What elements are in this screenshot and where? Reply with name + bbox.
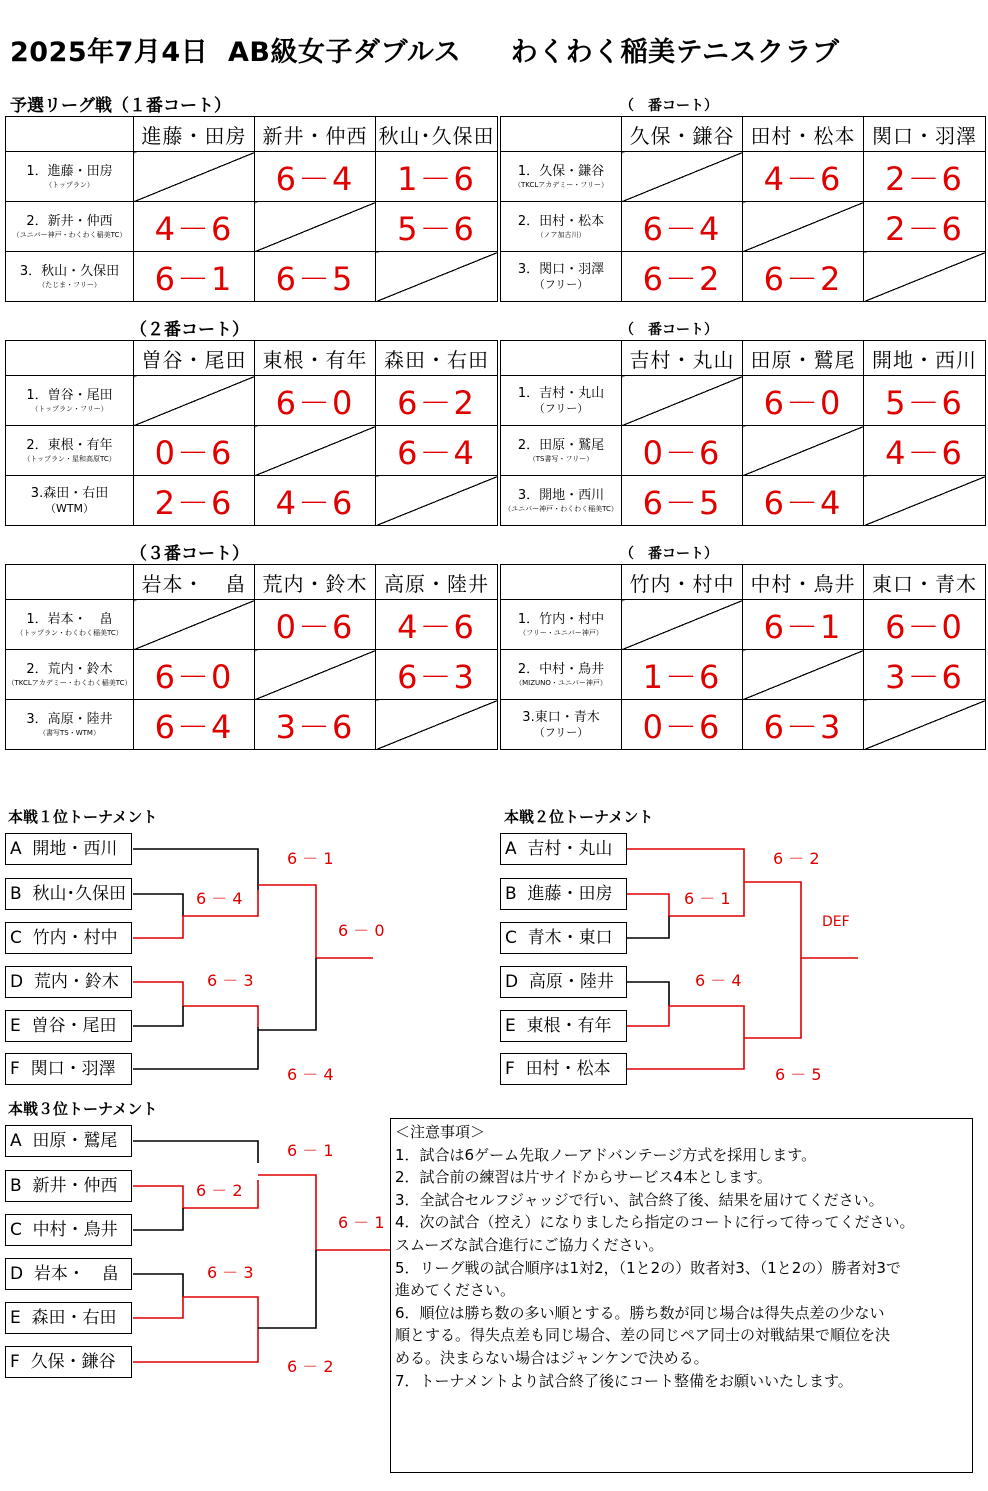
score-cell: 6－2 <box>376 376 498 426</box>
player-club: （トップラン・フリー） <box>31 404 108 413</box>
opponent-header: 東根・有年 <box>255 341 376 376</box>
bracket-2nd <box>621 849 858 1069</box>
t1-entry-a: A 開地・西川 <box>5 833 132 865</box>
score-cell: 4－6 <box>255 476 376 526</box>
t1-score-bc: 6 － 4 <box>196 889 243 908</box>
player-name: 2．田村・松本 <box>517 213 605 229</box>
notes-line: 5．リーグ戦の試合順序は1対2，（1と2の）敗者対3、（1と2の）勝者対3で <box>395 1258 901 1277</box>
tournament-title-1st: 本戦１位トーナメント <box>8 808 158 826</box>
player-name: 1．久保・鎌谷 <box>517 163 605 179</box>
opponent-header: 竹内・村中 <box>622 565 743 600</box>
player-club: （フリー） <box>533 277 589 291</box>
score-cell: 6－4 <box>134 700 255 750</box>
score-cell: 6－0 <box>134 650 255 700</box>
tournament-title-3rd: 本戦３位トーナメント <box>8 1100 158 1118</box>
t2-entry-a: A 吉村・丸山 <box>500 833 627 865</box>
score-cell: 0－6 <box>622 426 743 476</box>
score-cell: 6－3 <box>743 700 864 750</box>
score-cell: 2－6 <box>864 202 986 252</box>
t1-score-ab: 6 － 1 <box>287 849 334 868</box>
score-cell: 6－3 <box>376 650 498 700</box>
notes-line: 3．全試合セルフジャッジで行い、試合終了後、結果を届けてください。 <box>395 1190 884 1209</box>
player-club: （書写TS・WTM） <box>39 728 100 737</box>
t2-score-de: 6 － 4 <box>695 971 742 990</box>
player-name: 3.森田・右田 <box>30 485 109 501</box>
notes-line: 4．次の試合（控え）になりましたら指定のコートに行って待ってください。 <box>395 1213 915 1232</box>
player-name: 1．曽谷・尾田 <box>26 387 113 403</box>
t3-entry-d: D 岩本・ 畠 <box>5 1258 132 1290</box>
t2-entry-b: B 進藤・田房 <box>500 878 627 910</box>
t3-entry-c: C 中村・鳥井 <box>5 1214 132 1246</box>
score-cell: 6－5 <box>622 476 743 526</box>
tournament-title-2nd: 本戦２位トーナメント <box>504 808 654 826</box>
player-name: 3．関口・羽澤 <box>517 261 605 277</box>
opponent-header: 高原・陸井 <box>376 565 498 600</box>
opponent-header: 進藤・田房 <box>134 117 255 152</box>
t3-score-ab: 6 － 1 <box>287 1141 334 1160</box>
player-name: 2．新井・仲西 <box>26 213 113 229</box>
score-cell: 0－6 <box>134 426 255 476</box>
league-label-court2b: （ 番コート） <box>620 322 718 338</box>
player-name: 1．進藤・田房 <box>26 163 113 179</box>
score-cell: 3－6 <box>864 650 986 700</box>
score-cell: 0－6 <box>255 600 376 650</box>
player-name: 2．東根・有年 <box>26 437 113 453</box>
t1-score-final: 6 － 0 <box>338 921 385 940</box>
t2-entry-f: F 田村・松本 <box>500 1053 627 1085</box>
player-club: （トップラン・星和高原TC） <box>23 454 116 463</box>
score-cell: 6－4 <box>255 152 376 202</box>
opponent-header: 久保・鎌谷 <box>622 117 743 152</box>
score-cell: 6－4 <box>743 476 864 526</box>
player-name: 2．荒内・鈴木 <box>26 661 113 677</box>
notes-line: 7．トーナメントより試合終了後にコート整備をお願いいたします。 <box>395 1371 853 1390</box>
notes-line: 順とする。得失点差も同じ場合、差の同じペア同士の対戦結果で順位を決 <box>395 1326 891 1345</box>
player-club: （フリー・ユニバー神戸） <box>519 628 603 637</box>
score-cell: 6－4 <box>376 426 498 476</box>
score-cell: 6－2 <box>743 252 864 302</box>
score-cell: 6－4 <box>622 202 743 252</box>
score-cell: 5－6 <box>376 202 498 252</box>
notes-line: ＜注意事項＞ <box>395 1123 486 1141</box>
bracket-3rd <box>133 1141 390 1362</box>
opponent-header: 関口・羽澤 <box>864 117 986 152</box>
league-label-court3: （３番コート） <box>130 544 249 564</box>
player-club: （トップラン） <box>45 180 94 189</box>
score-cell: 6－2 <box>622 252 743 302</box>
score-cell: 3－6 <box>255 700 376 750</box>
score-cell: 4－6 <box>376 600 498 650</box>
t3-entry-a: A 田原・鷲尾 <box>5 1125 132 1157</box>
score-cell: 6－0 <box>255 376 376 426</box>
notes-line: 6．順位は勝ち数の多い順とする。勝ち数が同じ場合は得失点差の少ない <box>395 1303 885 1322</box>
league-label-court1b: （ 番コート） <box>620 98 718 114</box>
score-cell: 4－6 <box>134 202 255 252</box>
player-club: （ユニバー神戸・わくわく稲美TC） <box>504 504 618 513</box>
player-club: （フリー） <box>533 725 589 739</box>
t2-entry-c: C 青木・東口 <box>500 922 627 954</box>
t1-entry-b: B 秋山･久保田 <box>5 878 132 910</box>
league-label-court3b: （ 番コート） <box>620 546 718 562</box>
t3-entry-b: B 新井・仲西 <box>5 1170 132 1202</box>
notes-line: スムーズな試合進行にご協力ください。 <box>395 1235 664 1254</box>
score-cell: 6－0 <box>743 376 864 426</box>
opponent-header: 森田・右田 <box>376 341 498 376</box>
t3-entry-f: F 久保・鎌谷 <box>5 1346 132 1378</box>
notes-line: 1．試合は6ゲーム先取ノーアドバンテージ方式を採用します。 <box>395 1145 817 1164</box>
player-club: （フリー） <box>533 401 589 415</box>
opponent-header: 秋山･久保田 <box>376 117 498 152</box>
notes-box <box>390 1118 973 1473</box>
opponent-header: 田村・松本 <box>743 117 864 152</box>
score-cell: 1－6 <box>622 650 743 700</box>
score-cell: 2－6 <box>134 476 255 526</box>
opponent-header: 東口・青木 <box>864 565 986 600</box>
t1-entry-d: D 荒内・鈴木 <box>5 966 132 998</box>
opponent-header: 開地・西川 <box>864 341 986 376</box>
t1-entry-c: C 竹内・村中 <box>5 922 132 954</box>
player-club: （トップラン・わくわく稲美TC） <box>16 628 123 637</box>
t3-score-final: 6 － 1 <box>338 1213 385 1232</box>
score-cell: 2－6 <box>864 152 986 202</box>
opponent-header: 新井・仲西 <box>255 117 376 152</box>
player-name: 2．中村・鳥井 <box>517 661 605 677</box>
player-club: （TS書写・フリー） <box>528 454 594 463</box>
player-name: 1．竹内・村中 <box>517 611 605 627</box>
opponent-header: 曽谷・尾田 <box>134 341 255 376</box>
t3-score-bc: 6 － 2 <box>196 1181 243 1200</box>
t2-score-ef: 6 － 5 <box>775 1065 822 1084</box>
t3-score-de: 6 － 3 <box>207 1263 254 1282</box>
opponent-header: 田原・鷲尾 <box>743 341 864 376</box>
score-cell: 4－6 <box>743 152 864 202</box>
opponent-header: 中村・鳥井 <box>743 565 864 600</box>
score-cell: 6－1 <box>134 252 255 302</box>
t1-entry-e: E 曽谷・尾田 <box>5 1010 132 1042</box>
t2-score-ab: 6 － 2 <box>773 849 820 868</box>
bracket-1st <box>133 849 373 1069</box>
opponent-header: 岩本・ 畠 <box>134 565 255 600</box>
notes-line: める。決まらない場合はジャンケンで決める。 <box>395 1348 709 1367</box>
player-club: （たじま・フリー） <box>38 280 101 289</box>
player-name: 2．田原・鷲尾 <box>517 437 605 453</box>
player-name: 3.東口・青木 <box>522 709 600 725</box>
player-club: （WTM） <box>44 501 95 515</box>
t1-score-de: 6 － 3 <box>207 971 254 990</box>
score-cell: 1－6 <box>376 152 498 202</box>
score-cell: 0－6 <box>622 700 743 750</box>
score-cell: 4－6 <box>864 426 986 476</box>
opponent-header: 吉村・丸山 <box>622 341 743 376</box>
t3-score-ef: 6 － 2 <box>287 1357 334 1376</box>
player-name: 3．高原・陸井 <box>26 711 113 727</box>
score-cell: 6－0 <box>864 600 986 650</box>
player-club: （MIZUNO・ユニバー神戸） <box>515 678 607 687</box>
t2-entry-e: E 東根・有年 <box>500 1010 627 1042</box>
player-club: （TKCLアカデミー・フリー） <box>514 180 608 189</box>
t1-score-ef: 6 － 4 <box>287 1065 334 1084</box>
player-club: （TKCLアカデミー・わくわく稲美TC） <box>7 678 132 687</box>
player-name: 1．岩本・ 畠 <box>26 611 113 627</box>
opponent-header: 荒内・鈴木 <box>255 565 376 600</box>
player-name: 3．秋山・久保田 <box>19 263 120 279</box>
t2-entry-d: D 高原・陸井 <box>500 966 627 998</box>
score-cell: 6－1 <box>743 600 864 650</box>
t3-entry-e: E 森田・右田 <box>5 1302 132 1334</box>
t2-score-final: DEF <box>822 914 850 930</box>
player-club: （ノア加古川） <box>536 230 586 239</box>
league-label-court2: （２番コート） <box>130 320 249 340</box>
player-name: 3．開地・西川 <box>517 487 605 503</box>
score-cell: 5－6 <box>864 376 986 426</box>
page-title: 2025年7月4日 AB級女子ダブルス わくわく稲美テニスクラブ <box>10 37 840 68</box>
player-name: 1．吉村・丸山 <box>517 385 605 401</box>
t2-score-bc: 6 － 1 <box>684 889 731 908</box>
score-cell: 6－5 <box>255 252 376 302</box>
league-label-court1: 予選リーグ戦（１番コート） <box>10 96 231 116</box>
notes-line: 進めてください。 <box>395 1281 516 1300</box>
player-club: （ユニバー神戸・わくわく稲美TC） <box>12 230 127 239</box>
notes-line: 2．試合前の練習は片サイドからサービス4本とします。 <box>395 1168 772 1187</box>
t1-entry-f: F 関口・羽澤 <box>5 1053 132 1085</box>
